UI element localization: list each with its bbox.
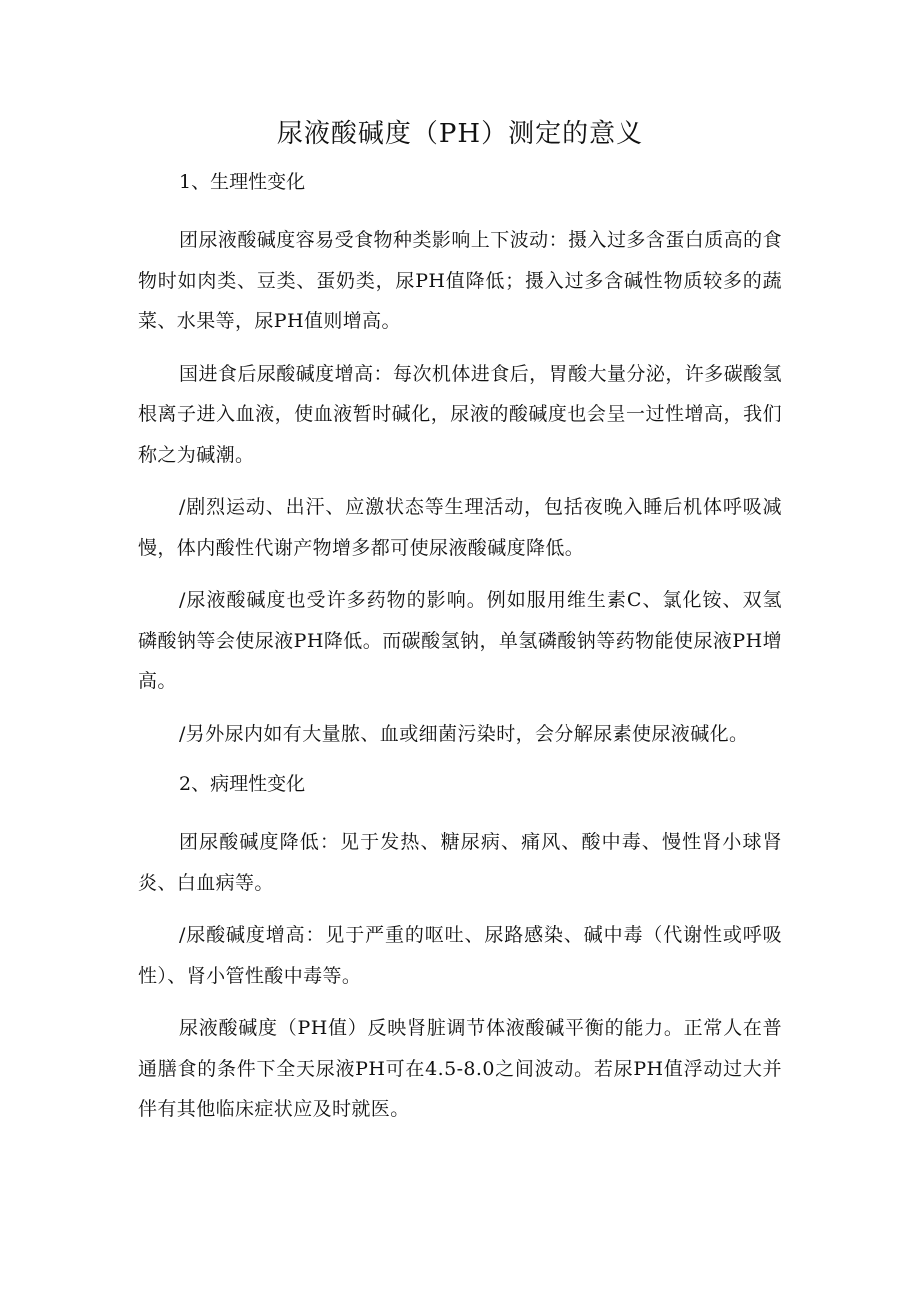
section-1-paragraph-3: /剧烈运动、出汗、应激状态等生理活动，包括夜晚入睡后机体呼吸减慢，体内酸性代谢产物增多都可使尿液酸碱度降低。 <box>138 496 782 559</box>
section-1-paragraph-1: 团尿液酸碱度容易受食物种类影响上下波动：摄入过多含蛋白质高的食物时如肉类、豆类、蛋奶类，尿PH值降低；摄入过多含碱性物质较多的蔬菜、水果等，尿PH值则增高。 <box>138 229 782 332</box>
section-1-paragraph-2: 国进食后尿酸碱度增高：每次机体进食后，胃酸大量分泌，许多碳酸氢根离子进入血液，使血液暂时碱化，尿液的酸碱度也会呈一过性增高，我们称之为碱潮。 <box>138 362 782 466</box>
section-1-paragraph-4: /尿液酸碱度也受许多药物的影响。例如服用维生素C、氯化铵、双氢磷酸钠等会使尿液PH降低。而碳酸氢钠，单氢磷酸钠等药物能使尿液PH增高。 <box>138 589 782 692</box>
section-1-paragraph-5: /另外尿内如有大量脓、血或细菌污染时，会分解尿素使尿液碱化。 <box>179 722 749 745</box>
section-2-paragraph-2: /尿酸碱度增高：见于严重的呕吐、尿路感染、碱中毒（代谢性或呼吸性）、肾小管性酸中毒等。 <box>138 924 782 987</box>
document-title: 尿液酸碱度（PH）测定的意义 <box>276 119 644 149</box>
section-2-paragraph-3: 尿液酸碱度（PH值）反映肾脏调节体液酸碱平衡的能力。正常人在普通膳食的条件下全天尿液PH可在4.5-8.0之间波动。若尿PH值浮动过大并伴有其他临床症状应及时就医。 <box>138 1017 782 1120</box>
section-2-paragraph-1: 团尿酸碱度降低：见于发热、糖尿病、痛风、酸中毒、慢性肾小球肾炎、白血病等。 <box>138 831 782 894</box>
section-2-heading: 2、病理性变化 <box>179 773 306 795</box>
section-1-heading: 1、生理性变化 <box>179 171 306 193</box>
